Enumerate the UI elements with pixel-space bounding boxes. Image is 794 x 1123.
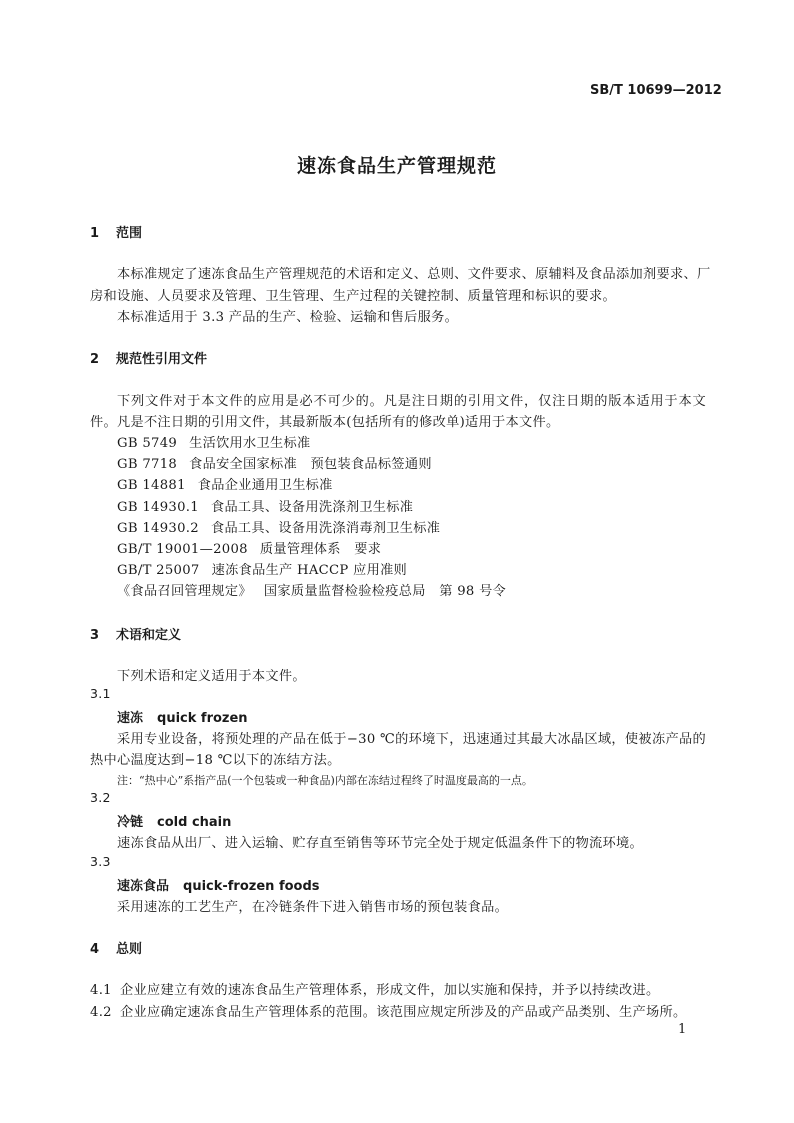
section-title: 术语和定义 (116, 628, 182, 643)
reference-title: 生活饮用水卫生标准 (189, 436, 311, 451)
reference-code: GB 7718 (117, 457, 178, 472)
section-number: 3 (90, 628, 100, 643)
note: 注：“热中心”系指产品(一个包装或一种食品)内部在冻结过程终了时温度最高的一点。 (117, 774, 533, 787)
section-title: 规范性引用文件 (116, 352, 208, 367)
reference-code: 《食品召回管理规定》 (117, 584, 252, 599)
reference-item (117, 559, 407, 578)
reference-code: GB 14930.2 (117, 521, 199, 536)
clause (90, 979, 660, 998)
reference-item (117, 453, 432, 472)
term-entry (117, 875, 320, 894)
section-3-heading (90, 624, 181, 643)
clause-number: 4.2 (90, 1005, 112, 1020)
clause-text: 企业应建立有效的速冻食品生产管理体系，形成文件，加以实施和保持，并予以持续改进。 (120, 983, 660, 998)
section-1-heading (90, 222, 142, 241)
section-number: 1 (90, 226, 100, 241)
paragraph: 件。凡是不注日期的引用文件，其最新版本(包括所有的修改单)适用于本文件。 (90, 415, 560, 430)
reference-title: 速冻食品生产 HACCP 应用准则 (211, 563, 408, 578)
term-chinese: 速冻食品 (117, 879, 170, 894)
standard-number: SB/T 10699—2012 (590, 83, 722, 98)
reference-item (117, 517, 440, 536)
reference-title: 食品企业通用卫生标准 (197, 478, 333, 493)
term-definition: 采用速冻的工艺生产，在冷链条件下进入销售市场的预包装食品。 (117, 900, 509, 915)
reference-title: 国家质量监督检验检疫总局 第 98 号令 (263, 584, 507, 599)
term-chinese: 冷链 (117, 815, 144, 830)
reference-item (117, 538, 381, 557)
section-2-heading (90, 348, 207, 367)
paragraph: 房和设施、人员要求及管理、卫生管理、生产过程的关键控制、质量管理和标识的要求。 (90, 289, 617, 304)
section-title: 总则 (116, 942, 143, 957)
document-title: 速冻食品生产管理规范 (296, 155, 497, 177)
term-number: 3.1 (90, 686, 111, 701)
term-english: quick frozen (157, 711, 248, 726)
reference-item (117, 580, 506, 599)
reference-code: GB 14881 (117, 478, 186, 493)
term-english: cold chain (157, 815, 232, 830)
term-entry (117, 811, 231, 830)
paragraph: 本标准规定了速冻食品生产管理规范的术语和定义、总则、文件要求、原辅料及食品添加剂要求、厂 (117, 267, 711, 282)
paragraph: 本标准适用于 3.3 产品的生产、检验、运输和售后服务。 (117, 310, 459, 325)
term-definition: 热中心温度达到−18 ℃以下的冻结方法。 (90, 753, 341, 768)
reference-title: 食品工具、设备用洗涤剂卫生标准 (210, 500, 414, 515)
reference-code: GB 14930.1 (117, 500, 199, 515)
section-title: 范围 (116, 226, 143, 241)
term-english: quick-frozen foods (183, 879, 320, 894)
section-4-heading (90, 938, 142, 957)
reference-code: GB/T 25007 (117, 563, 200, 578)
page-number: 1 (678, 1022, 687, 1037)
reference-code: GB/T 19001—2008 (117, 542, 248, 557)
term-definition: 速冻食品从出厂、进入运输、贮存直至销售等环节完全处于规定低温条件下的物流环境。 (117, 836, 644, 851)
term-number: 3.3 (90, 854, 111, 869)
term-entry (117, 707, 248, 726)
clause (90, 1001, 686, 1020)
term-chinese: 速冻 (117, 711, 144, 726)
reference-item (117, 432, 310, 451)
reference-item (117, 496, 413, 515)
section-number: 2 (90, 352, 100, 367)
reference-code: GB 5749 (117, 436, 178, 451)
reference-title: 质量管理体系 要求 (259, 542, 382, 557)
reference-title: 食品工具、设备用洗涤消毒剂卫生标准 (210, 521, 441, 536)
paragraph: 下列文件对于本文件的应用是必不可少的。凡是注日期的引用文件，仅注日期的版本适用于本文 (117, 394, 706, 409)
section-number: 4 (90, 942, 100, 957)
term-definition: 采用专业设备，将预处理的产品在低于−30 ℃的环境下，迅速通过其最大冰晶区域，使被冻产品的 (117, 732, 706, 747)
reference-item (117, 474, 333, 493)
reference-title: 食品安全国家标准 预包装食品标签通则 (189, 457, 432, 472)
clause-number: 4.1 (90, 983, 112, 998)
term-number: 3.2 (90, 790, 111, 805)
clause-text: 企业应确定速冻食品生产管理体系的范围。该范围应规定所涉及的产品或产品类别、生产场所。 (120, 1005, 687, 1020)
paragraph: 下列术语和定义适用于本文件。 (117, 669, 306, 684)
